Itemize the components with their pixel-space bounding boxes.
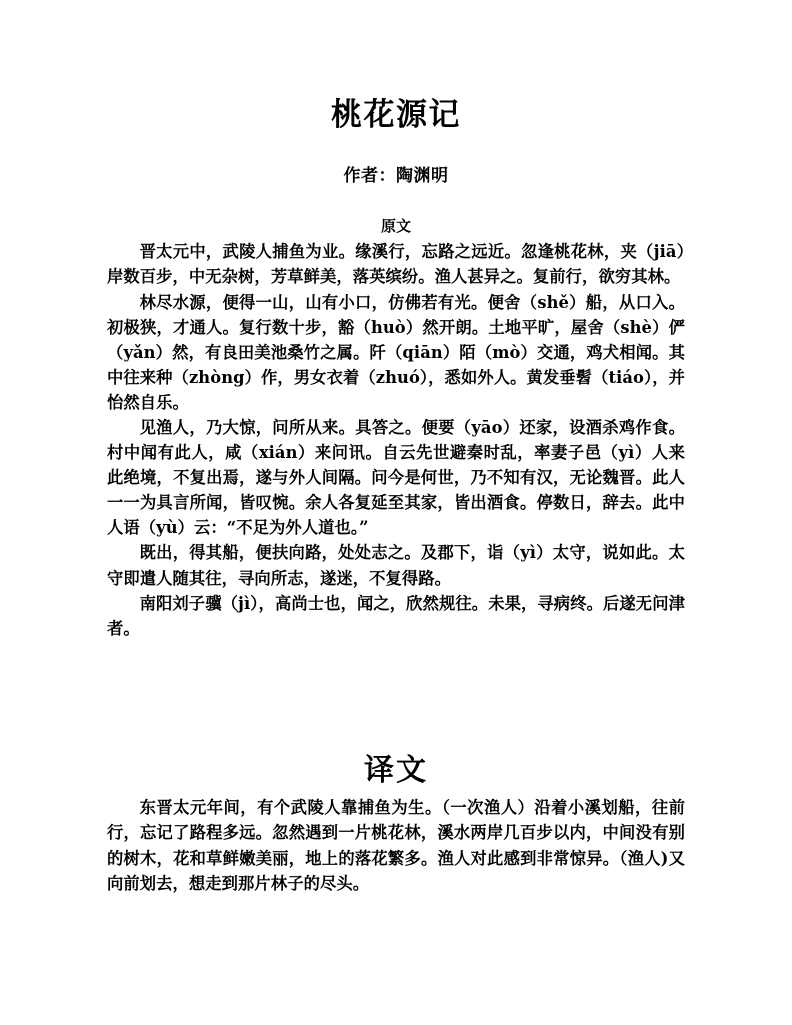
paragraph: 林尽水源，便得一山，山有小口，仿佛若有光。便舍（shě）船，从口入。初极狭，才通人。复行数十步，豁（huò）然开朗。土地平旷，屋舍（shè）俨（yǎn）然，有良田美池桑竹之属。阡（qiān）陌（mò）交通，鸡犬相闻。其中往来种（zhòng）作，男女衣着（zhuó），悉如外人。黄发垂髫（tiáo），并怡然自乐。: [107, 292, 685, 412]
section-heading-translation: 译文: [364, 752, 428, 788]
paragraph: 东晋太元年间，有个武陵人靠捕鱼为生。（一次渔人）沿着小溪划船，往前行，忘记了路程多远。忽然遇到一片桃花林，溪水两岸几百步以内，中间没有别的树木，花和草鲜嫩美丽，地上的落花繁多。渔人对此感到非常惊异。（渔人)又向前划去，想走到那片林子的尽头。: [107, 797, 685, 894]
author-line: 作者：陶渊明: [343, 165, 449, 186]
translation-text-block: [107, 795, 685, 897]
section-heading-original: 原文: [380, 216, 411, 235]
paragraph: 南阳刘子骥（jì），高尚士也，闻之，欣然规往。未果，寻病终。后遂无问津者。: [107, 593, 685, 638]
translation-section: [0, 641, 792, 897]
original-text-block: [107, 239, 685, 641]
paragraph: 晋太元中，武陵人捕鱼为业。缘溪行，忘路之远近。忽逢桃花林，夹（jiā）岸数百步，中无杂树，芳草鲜美，落英缤纷。渔人甚异之。复前行，欲穷其林。: [107, 242, 685, 287]
page-title: 桃花源记: [331, 97, 461, 133]
translation-heading-wrap: [0, 641, 792, 790]
paragraph: 见渔人，乃大惊，问所从来。具答之。便要（yāo）还家，设酒杀鸡作食。村中闻有此人，咸（xián）来问讯。自云先世避秦时乱，率妻子邑（yì）人来此绝境，不复出焉，遂与外人间隔。问今是何世，乃不知有汉，无论魏晋。此人一一为具言所闻，皆叹惋。余人各复延至其家，皆出酒食。停数日，辞去。此中人语（yù）云：“不足为外人道也。”: [107, 418, 685, 538]
page-bottom-whitespace: [0, 896, 792, 1016]
paragraph: 既出，得其船，便扶向路，处处志之。及郡下，诣（yì）太守，说如此。太守即遣人随其往，寻向所志，遂迷，不复得路。: [107, 543, 685, 588]
